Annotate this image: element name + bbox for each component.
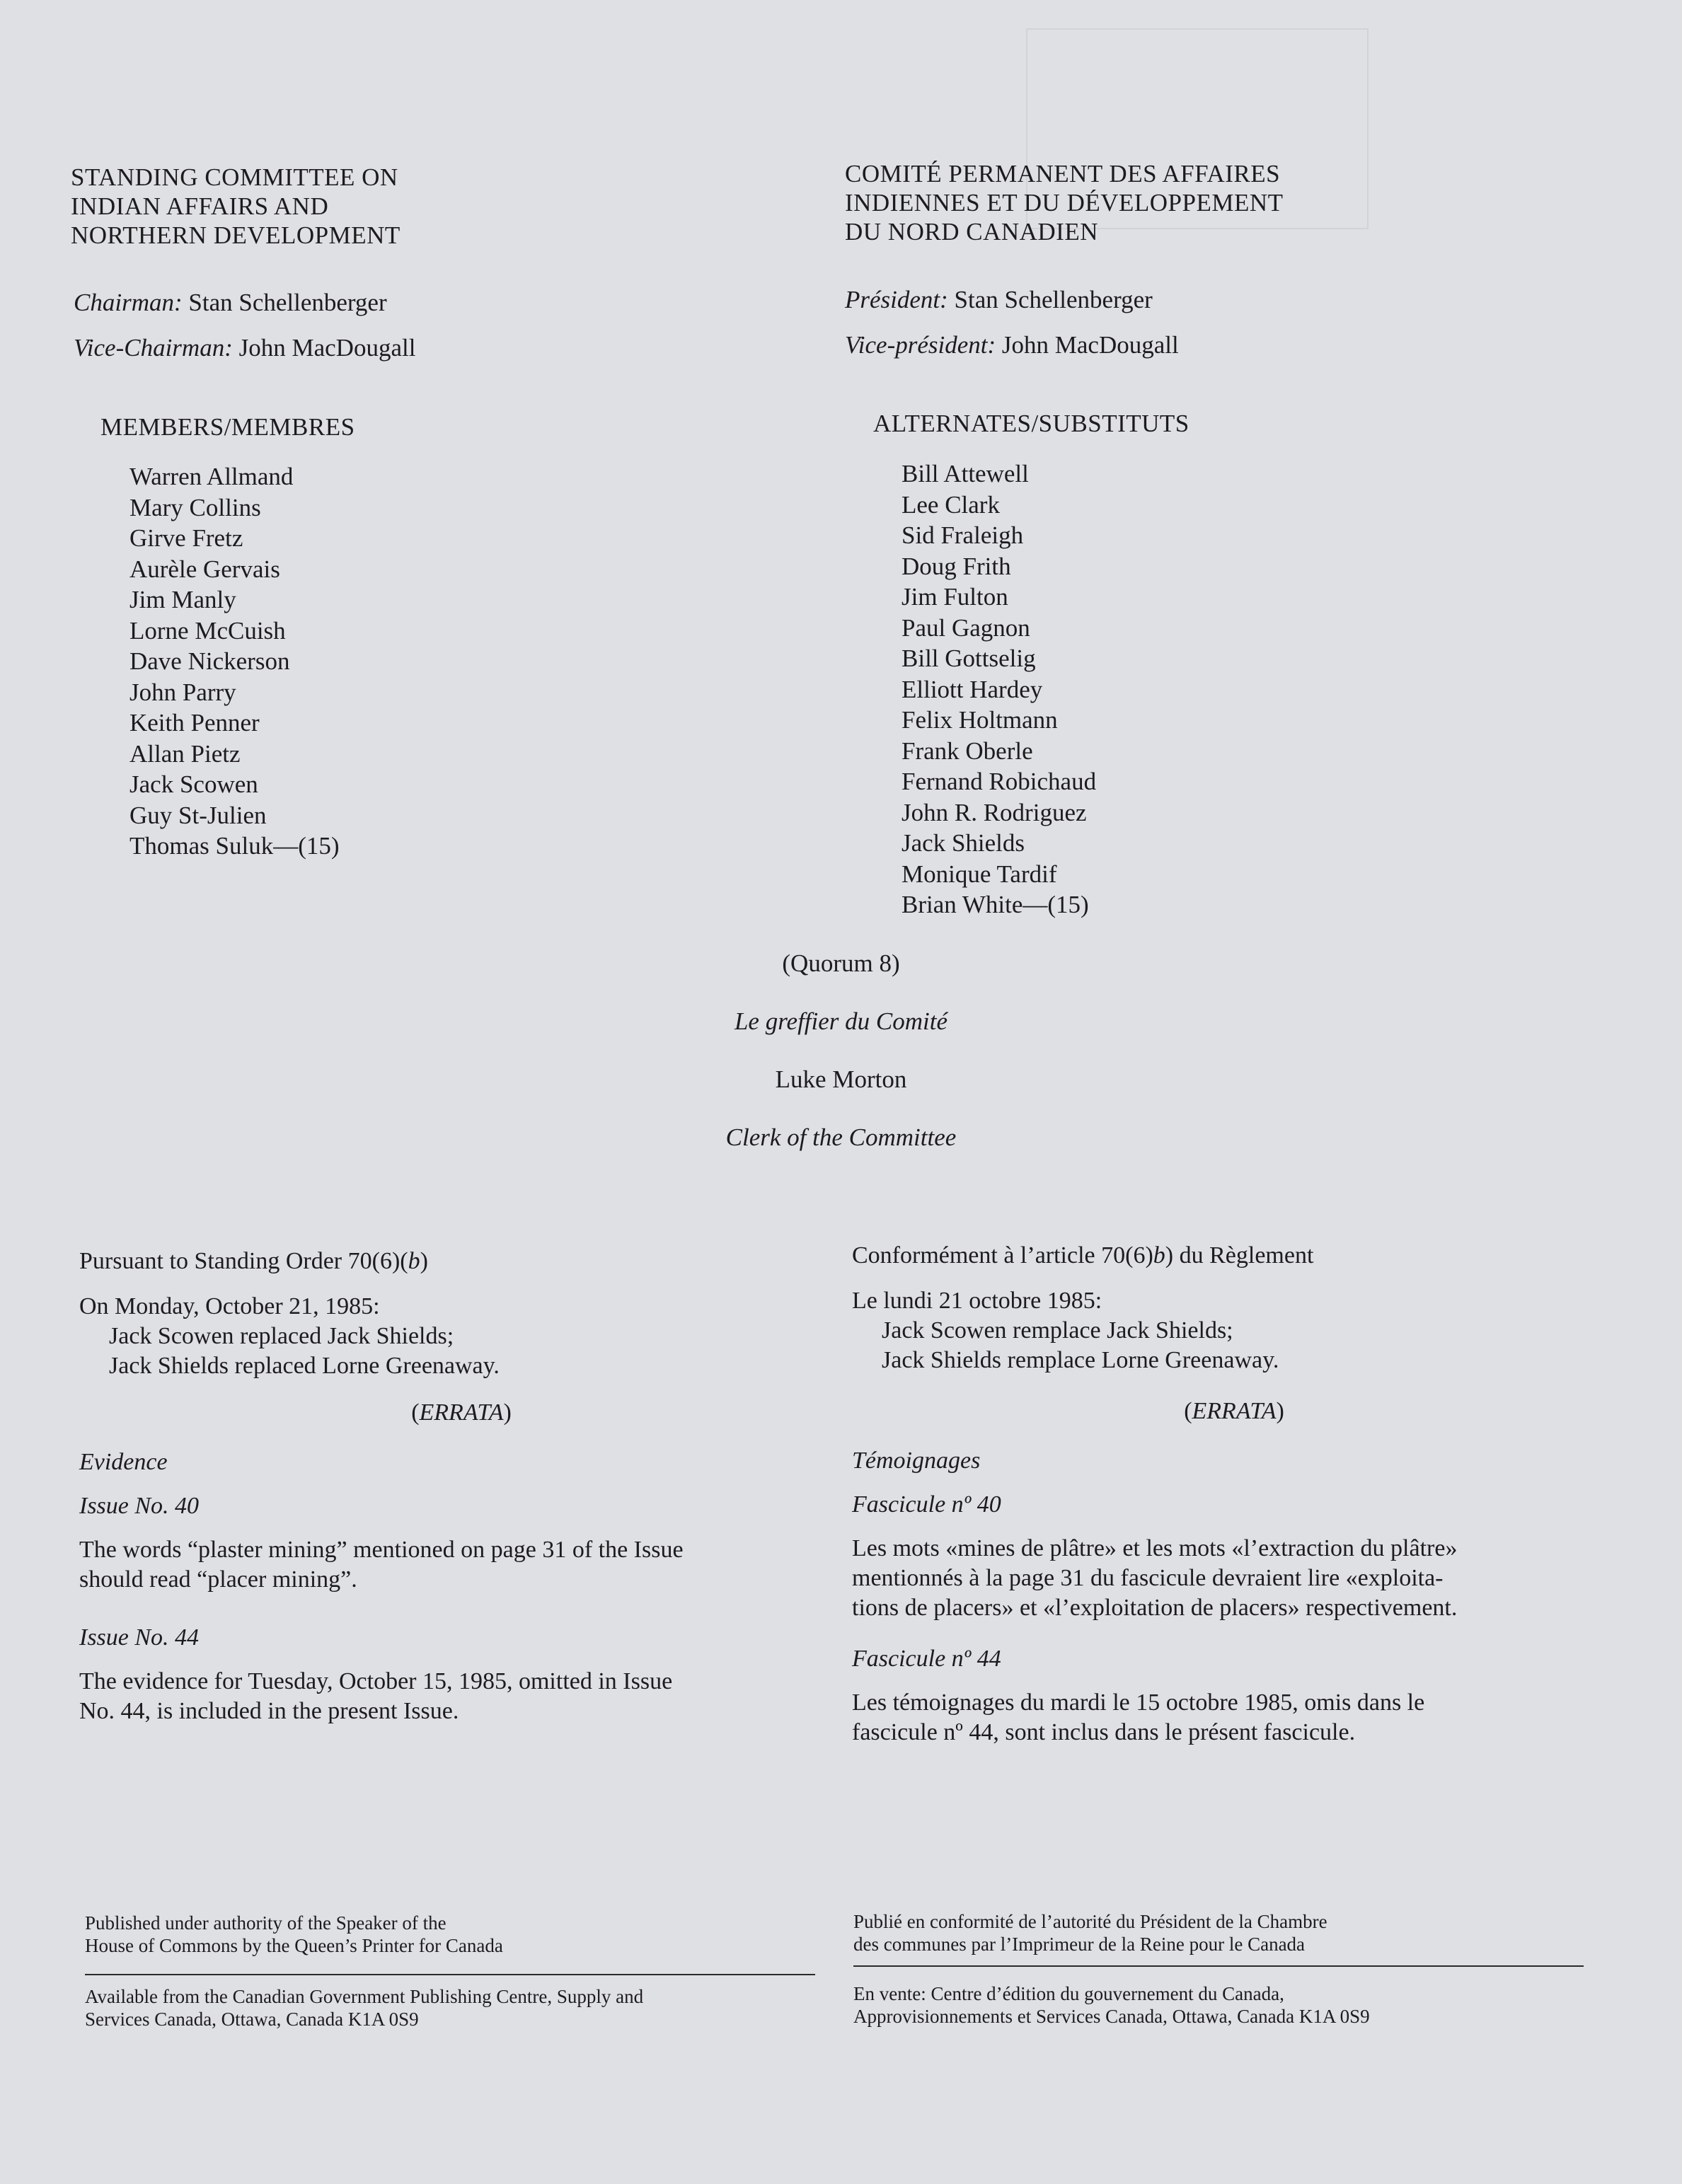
text-line: Publié en conformité de l’autorité du Président de la Chambre bbox=[853, 1911, 1327, 1932]
committee-line: INDIENNES ET DU DÉVELOPPEMENT bbox=[845, 189, 1284, 216]
text-line: Les mots «mines de plâtre» et les mots «l’extraction du plâtre» bbox=[852, 1535, 1458, 1561]
text-line: mentionnés à la page 31 du fascicule devraient lire «exploita- bbox=[852, 1565, 1444, 1591]
alternate-name: Felix Holtmann bbox=[902, 706, 1058, 734]
member-name: Jim Manly bbox=[129, 586, 236, 613]
president-name: Stan Schellenberger bbox=[954, 286, 1153, 313]
vice-chairman-name: John MacDougall bbox=[238, 334, 416, 362]
member-name: Keith Penner bbox=[129, 709, 260, 736]
vice-president-name: John MacDougall bbox=[1001, 331, 1179, 359]
fascicule-44-heading: Fascicule nº 44 bbox=[852, 1646, 1001, 1672]
text-line: Approvisionnements et Services Canada, Ottawa, Canada K1A 0S9 bbox=[853, 2006, 1370, 2027]
change-date: On Monday, October 21, 1985: bbox=[79, 1293, 380, 1319]
chairman-line bbox=[74, 287, 387, 318]
errata-label: (ERRATA) bbox=[1184, 1398, 1284, 1424]
text-line: The evidence for Tuesday, October 15, 1985, omitted in Issue bbox=[79, 1668, 673, 1694]
alternate-name: Frank Oberle bbox=[902, 736, 1033, 765]
member-name: Allan Pietz bbox=[129, 739, 241, 768]
members-list bbox=[129, 461, 340, 862]
alternate-name: Elliott Hardey bbox=[902, 675, 1043, 703]
evidence-heading: Evidence bbox=[79, 1449, 168, 1475]
chairman-label: Chairman: bbox=[74, 289, 183, 316]
standing-order bbox=[79, 1247, 815, 1276]
available-notice-fr bbox=[853, 1982, 1370, 2028]
alternates-heading: ALTERNATES/SUBSTITUTS bbox=[873, 410, 1190, 437]
alternate-name: Monique Tardif bbox=[902, 860, 1057, 888]
change-date: Le lundi 21 octobre 1985: bbox=[852, 1288, 1102, 1314]
available-notice-en bbox=[85, 1985, 643, 2030]
published-notice-en bbox=[85, 1912, 503, 1957]
clerk-name: Luke Morton bbox=[775, 1065, 907, 1093]
committee-name-en bbox=[71, 163, 401, 250]
quorum: (Quorum 8) bbox=[782, 949, 900, 977]
alternate-name: Fernand Robichaud bbox=[902, 768, 1097, 795]
member-name: Lorne McCuish bbox=[129, 616, 286, 645]
committee-line: DU NORD CANADIEN bbox=[845, 218, 1098, 245]
alternate-name: Bill Gottselig bbox=[902, 645, 1036, 672]
text-line: The words “plaster mining” mentioned on page 31 of the Issue bbox=[79, 1537, 684, 1563]
footer-rule-fr bbox=[853, 1965, 1584, 1967]
text-line: Published under authority of the Speaker of the bbox=[85, 1912, 447, 1934]
member-name: Warren Allmand bbox=[129, 463, 294, 490]
standing-order-text: Pursuant to Standing Order 70(6)(b) bbox=[79, 1248, 428, 1274]
alternate-name: Bill Attewell bbox=[902, 460, 1029, 487]
text-line: En vente: Centre d’édition du gouvernement du Canada, bbox=[853, 1983, 1284, 2004]
alternate-name: Paul Gagnon bbox=[902, 613, 1030, 642]
member-name: Aurèle Gervais bbox=[129, 555, 280, 583]
alternate-name: Lee Clark bbox=[902, 490, 1000, 519]
published-notice-fr bbox=[853, 1910, 1327, 1955]
member-name: Jack Scowen bbox=[129, 770, 258, 798]
member-name: Guy St-Julien bbox=[129, 801, 267, 829]
alternate-name: Brian White—(15) bbox=[902, 891, 1089, 918]
text-line: No. 44, is included in the present Issue. bbox=[79, 1698, 459, 1724]
change-line: Jack Shields remplace Lorne Greenaway. bbox=[882, 1347, 1279, 1373]
issue-44-text bbox=[79, 1667, 815, 1726]
committee-line: NORTHERN DEVELOPMENT bbox=[71, 221, 401, 249]
errata-french bbox=[852, 1241, 1588, 1747]
member-name: John Parry bbox=[129, 678, 236, 706]
text-line: Available from the Canadian Government Publishing Centre, Supply and bbox=[85, 1986, 644, 2007]
errata-english bbox=[79, 1247, 815, 1726]
temoignages-heading: Témoignages bbox=[852, 1448, 981, 1474]
members-heading: MEMBERS/MEMBRES bbox=[100, 413, 355, 441]
change-line: Jack Scowen remplace Jack Shields; bbox=[882, 1317, 1233, 1344]
fascicule-40-text bbox=[852, 1534, 1588, 1623]
text-line: fascicule nº 44, sont inclus dans le présent fascicule. bbox=[852, 1719, 1356, 1745]
text-line: des communes par l’Imprimeur de la Reine pour le Canada bbox=[853, 1934, 1306, 1955]
member-name: Dave Nickerson bbox=[129, 647, 290, 675]
text-line: House of Commons by the Queen’s Printer for Canada bbox=[85, 1935, 503, 1956]
fascicule-44-text bbox=[852, 1688, 1588, 1747]
errata-label: (ERRATA) bbox=[411, 1399, 512, 1426]
committee-line: STANDING COMMITTEE ON bbox=[71, 163, 398, 191]
vice-president-line bbox=[845, 330, 1179, 361]
greffier-title: Le greffier du Comité bbox=[734, 1007, 948, 1035]
issue-40-heading: Issue No. 40 bbox=[79, 1493, 200, 1519]
change-line: Jack Scowen replaced Jack Shields; bbox=[109, 1323, 454, 1349]
text-line: should read “placer mining”. bbox=[79, 1566, 357, 1593]
alternate-name: Jack Shields bbox=[902, 829, 1025, 857]
vice-president-label: Vice-président: bbox=[845, 331, 996, 359]
committee-line: INDIAN AFFAIRS AND bbox=[71, 192, 329, 220]
chairman-name: Stan Schellenberger bbox=[188, 289, 387, 316]
member-name: Mary Collins bbox=[129, 493, 261, 521]
footer-rule-en bbox=[85, 1974, 815, 1975]
issue-44-heading: Issue No. 44 bbox=[79, 1624, 200, 1651]
reglement-line: Conformément à l’article 70(6)b) du Règlement bbox=[852, 1242, 1314, 1269]
change-line: Jack Shields replaced Lorne Greenaway. bbox=[109, 1353, 500, 1379]
member-name: Girve Fretz bbox=[129, 524, 243, 552]
text-line: tions de placers» et «l’exploitation de placers» respectivement. bbox=[852, 1595, 1458, 1621]
president-label: Président: bbox=[845, 286, 948, 313]
committee-name-fr bbox=[845, 159, 1284, 246]
clerk-title: Clerk of the Committee bbox=[725, 1123, 957, 1151]
president-line bbox=[845, 284, 1153, 316]
fascicule-40-heading: Fascicule nº 40 bbox=[852, 1491, 1001, 1518]
text-line: Les témoignages du mardi le 15 octobre 1985, omis dans le bbox=[852, 1689, 1425, 1716]
committee-line: COMITÉ PERMANENT DES AFFAIRES bbox=[845, 160, 1281, 187]
alternate-name: John R. Rodriguez bbox=[902, 798, 1087, 826]
alternates-list bbox=[902, 458, 1096, 920]
vice-chairman-label: Vice-Chairman: bbox=[74, 334, 233, 362]
member-name: Thomas Suluk—(15) bbox=[129, 832, 340, 860]
alternate-name: Jim Fulton bbox=[902, 583, 1008, 611]
alternate-name: Doug Frith bbox=[902, 552, 1011, 580]
alternate-name: Sid Fraleigh bbox=[902, 521, 1024, 549]
vice-chairman-line bbox=[74, 333, 415, 364]
text-line: Services Canada, Ottawa, Canada K1A 0S9 bbox=[85, 2009, 419, 2030]
issue-40-text bbox=[79, 1535, 815, 1595]
